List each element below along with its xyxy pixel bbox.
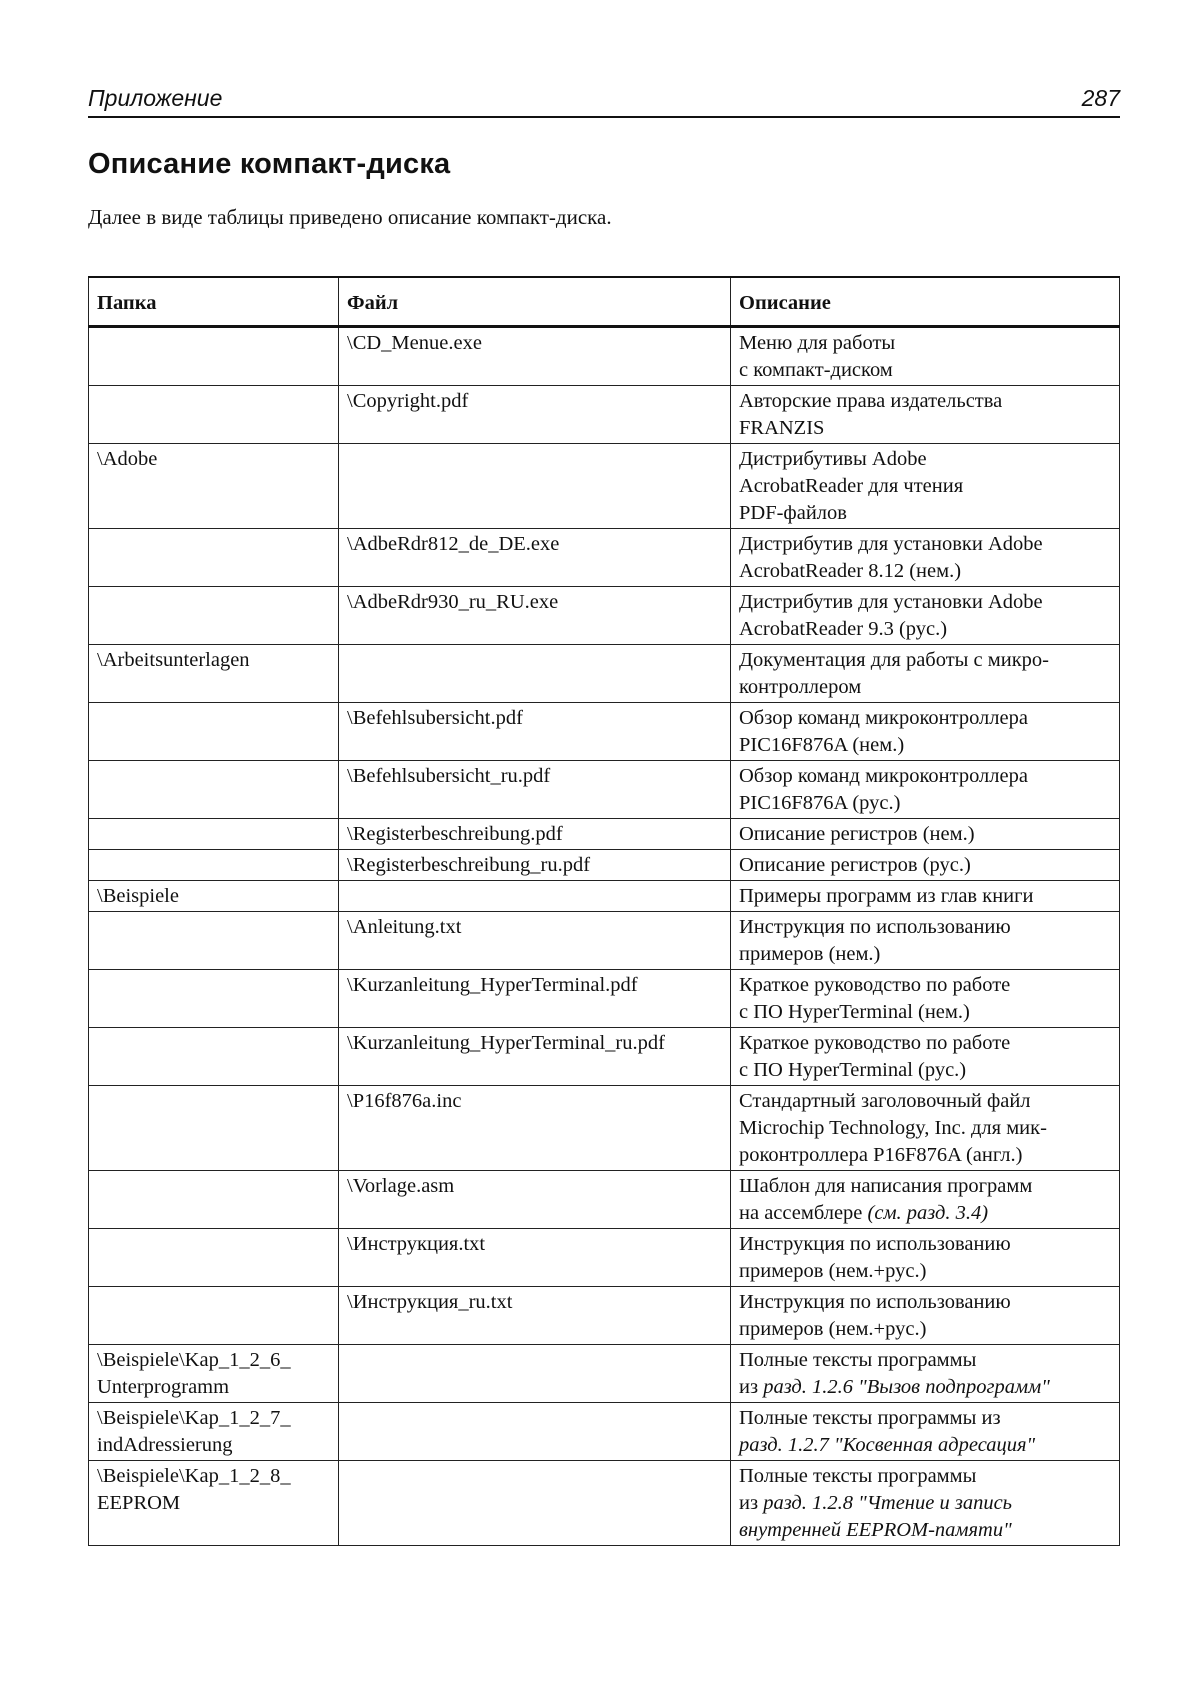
cell-file: \Registerbeschreibung_ru.pdf bbox=[339, 850, 731, 881]
description-text: Полные тексты программы из bbox=[739, 1407, 1001, 1429]
description-text: Инструкция по использованию bbox=[739, 916, 1011, 938]
cell-file: \Anleitung.txt bbox=[339, 912, 731, 970]
cell-folder bbox=[89, 819, 339, 850]
description-line bbox=[739, 1374, 1109, 1401]
description-line bbox=[739, 732, 1109, 759]
cell-description bbox=[731, 881, 1120, 912]
cell-description bbox=[731, 1403, 1120, 1461]
description-line bbox=[739, 674, 1109, 701]
cell-description bbox=[731, 703, 1120, 761]
table-row bbox=[89, 850, 1120, 881]
page-number: 287 bbox=[1081, 85, 1120, 111]
description-line bbox=[739, 558, 1109, 585]
table-row bbox=[89, 1171, 1120, 1229]
description-text: Полные тексты программы bbox=[739, 1465, 977, 1487]
description-line bbox=[739, 330, 1109, 357]
description-line bbox=[739, 531, 1109, 558]
description-text: Обзор команд микроконтроллера bbox=[739, 707, 1028, 729]
description-reference: разд. 1.2.8 "Чтение и запись bbox=[763, 1492, 1013, 1514]
cell-description bbox=[731, 1287, 1120, 1345]
description-text: из bbox=[739, 1376, 759, 1398]
description-line bbox=[739, 1347, 1109, 1374]
cell-file: \Befehlsubersicht_ru.pdf bbox=[339, 761, 731, 819]
description-text: Шаблон для написания программ bbox=[739, 1175, 1033, 1197]
cell-folder bbox=[89, 970, 339, 1028]
description-line bbox=[739, 852, 1109, 879]
description-line bbox=[739, 1057, 1109, 1084]
description-text: из bbox=[739, 1492, 759, 1514]
cell-description bbox=[731, 444, 1120, 529]
description-line bbox=[739, 1200, 1109, 1227]
cell-folder: \Arbeitsunterlagen bbox=[89, 645, 339, 703]
description-text: Инструкция по использованию bbox=[739, 1291, 1011, 1313]
description-text: AcrobatReader 8.12 (нем.) bbox=[739, 560, 962, 582]
cell-description bbox=[731, 1345, 1120, 1403]
description-text: Обзор команд микроконтроллера bbox=[739, 765, 1028, 787]
table-row bbox=[89, 587, 1120, 645]
description-line bbox=[739, 1142, 1109, 1169]
intro-paragraph: Далее в виде таблицы приведено описание компакт-диска. bbox=[88, 205, 612, 229]
description-line bbox=[739, 790, 1109, 817]
cd-contents-table bbox=[88, 276, 1120, 1546]
cell-file bbox=[339, 1345, 731, 1403]
cell-folder: \Beispiele\Kap_1_2_7_ indAdressierung bbox=[89, 1403, 339, 1461]
description-line bbox=[739, 1030, 1109, 1057]
description-text: примеров (нем.) bbox=[739, 943, 881, 965]
description-text: с ПО HyperTerminal (нем.) bbox=[739, 1001, 970, 1023]
cell-file bbox=[339, 444, 731, 529]
description-line bbox=[739, 357, 1109, 384]
description-text: контроллером bbox=[739, 676, 862, 698]
description-text: PIC16F876A (нем.) bbox=[739, 734, 905, 756]
description-line bbox=[739, 1173, 1109, 1200]
description-text: Описание регистров (нем.) bbox=[739, 823, 975, 845]
cell-description bbox=[731, 1086, 1120, 1171]
cell-folder bbox=[89, 529, 339, 587]
description-line bbox=[739, 415, 1109, 442]
table-row bbox=[89, 529, 1120, 587]
description-line bbox=[739, 972, 1109, 999]
description-text: примеров (нем.+рус.) bbox=[739, 1318, 927, 1340]
description-text: AcrobatReader 9.3 (рус.) bbox=[739, 618, 948, 640]
table-row bbox=[89, 1028, 1120, 1086]
description-line bbox=[739, 914, 1109, 941]
cell-description bbox=[731, 1028, 1120, 1086]
cell-description bbox=[731, 529, 1120, 587]
description-line bbox=[739, 647, 1109, 674]
section-title: Описание компакт-диска bbox=[88, 148, 451, 180]
cell-folder bbox=[89, 912, 339, 970]
cell-folder: \Adobe bbox=[89, 444, 339, 529]
description-text: с компакт-диском bbox=[739, 359, 893, 381]
running-header bbox=[88, 80, 1120, 118]
column-header-description: Описание bbox=[731, 277, 1120, 327]
description-text: Краткое руководство по работе bbox=[739, 974, 1011, 996]
cell-folder bbox=[89, 327, 339, 386]
cell-file: \Kurzanleitung_HyperTerminal.pdf bbox=[339, 970, 731, 1028]
cell-file bbox=[339, 881, 731, 912]
cell-folder bbox=[89, 1171, 339, 1229]
table-row bbox=[89, 1403, 1120, 1461]
table-row bbox=[89, 819, 1120, 850]
cell-description bbox=[731, 645, 1120, 703]
description-text: PDF-файлов bbox=[739, 502, 847, 524]
description-line bbox=[739, 388, 1109, 415]
cell-description bbox=[731, 1171, 1120, 1229]
cell-description bbox=[731, 970, 1120, 1028]
description-reference-line: разд. 1.2.7 "Косвенная адресация" bbox=[739, 1434, 1036, 1456]
cell-file: \AdbeRdr930_ru_RU.exe bbox=[339, 587, 731, 645]
cell-folder: \Beispiele\Kap_1_2_6_ Unterprogramm bbox=[89, 1345, 339, 1403]
description-line bbox=[739, 1316, 1109, 1343]
description-line bbox=[739, 1231, 1109, 1258]
table-row bbox=[89, 1086, 1120, 1171]
description-reference: разд. 1.2.6 "Вызов подпрограмм" bbox=[763, 1376, 1050, 1398]
description-text: Примеры программ из глав книги bbox=[739, 885, 1034, 907]
description-text: FRANZIS bbox=[739, 417, 825, 439]
cell-description bbox=[731, 850, 1120, 881]
description-text: AcrobatReader для чтения bbox=[739, 475, 964, 497]
cell-description bbox=[731, 386, 1120, 444]
cell-description bbox=[731, 761, 1120, 819]
description-text: Краткое руководство по работе bbox=[739, 1032, 1011, 1054]
cell-folder bbox=[89, 761, 339, 819]
table-row bbox=[89, 970, 1120, 1028]
table-row bbox=[89, 1287, 1120, 1345]
table-row bbox=[89, 881, 1120, 912]
cell-description bbox=[731, 912, 1120, 970]
description-text: Дистрибутив для установки Adobe bbox=[739, 533, 1043, 555]
description-text: Инструкция по использованию bbox=[739, 1233, 1011, 1255]
cell-file: \Copyright.pdf bbox=[339, 386, 731, 444]
description-line bbox=[739, 1463, 1109, 1490]
description-line bbox=[739, 1405, 1109, 1432]
cell-folder: \Beispiele bbox=[89, 881, 339, 912]
cell-file: \Инструкция_ru.txt bbox=[339, 1287, 731, 1345]
description-line bbox=[739, 763, 1109, 790]
description-line bbox=[739, 1088, 1109, 1115]
description-line bbox=[739, 883, 1109, 910]
cell-description bbox=[731, 1229, 1120, 1287]
cell-description bbox=[731, 1461, 1120, 1546]
description-reference-line: внутренней EEPROM-памяти" bbox=[739, 1519, 1012, 1541]
cell-description bbox=[731, 819, 1120, 850]
description-line bbox=[739, 941, 1109, 968]
cell-file: \Befehlsubersicht.pdf bbox=[339, 703, 731, 761]
running-title: Приложение bbox=[88, 85, 223, 111]
description-text: Стандартный заголовочный файл bbox=[739, 1090, 1031, 1112]
cell-folder bbox=[89, 1086, 339, 1171]
cell-folder bbox=[89, 386, 339, 444]
cell-file: \Registerbeschreibung.pdf bbox=[339, 819, 731, 850]
cell-file bbox=[339, 1461, 731, 1546]
description-line bbox=[739, 1115, 1109, 1142]
description-text: Авторские права издательства bbox=[739, 390, 1003, 412]
description-line bbox=[739, 500, 1109, 527]
description-text: Дистрибутивы Adobe bbox=[739, 448, 927, 470]
table-row bbox=[89, 1345, 1120, 1403]
description-text: Документация для работы с микро- bbox=[739, 649, 1050, 671]
table-row bbox=[89, 761, 1120, 819]
cell-description bbox=[731, 327, 1120, 386]
table-row bbox=[89, 703, 1120, 761]
cell-folder: \Beispiele\Kap_1_2_8_ EEPROM bbox=[89, 1461, 339, 1546]
description-line bbox=[739, 589, 1109, 616]
description-text: Microchip Technology, Inc. для мик- bbox=[739, 1117, 1047, 1139]
description-text: Меню для работы bbox=[739, 332, 896, 354]
cell-folder bbox=[89, 1287, 339, 1345]
description-line bbox=[739, 1490, 1109, 1517]
description-line bbox=[739, 1289, 1109, 1316]
description-text: роконтроллера P16F876A (англ.) bbox=[739, 1144, 1023, 1166]
description-text: PIC16F876A (рус.) bbox=[739, 792, 901, 814]
cell-folder bbox=[89, 1229, 339, 1287]
description-line bbox=[739, 999, 1109, 1026]
cell-folder bbox=[89, 587, 339, 645]
description-line bbox=[739, 1258, 1109, 1285]
table-body bbox=[89, 327, 1120, 1546]
cell-file: \Инструкция.txt bbox=[339, 1229, 731, 1287]
table-row bbox=[89, 327, 1120, 386]
description-line bbox=[739, 473, 1109, 500]
cell-description bbox=[731, 587, 1120, 645]
description-text: с ПО HyperTerminal (рус.) bbox=[739, 1059, 967, 1081]
description-text: Полные тексты программы bbox=[739, 1349, 977, 1371]
table-header-row bbox=[89, 277, 1120, 327]
column-header-folder: Папка bbox=[89, 277, 339, 327]
cell-file bbox=[339, 645, 731, 703]
cell-file: \Kurzanleitung_HyperTerminal_ru.pdf bbox=[339, 1028, 731, 1086]
column-header-file: Файл bbox=[339, 277, 731, 327]
table-row bbox=[89, 645, 1120, 703]
description-text: Описание регистров (рус.) bbox=[739, 854, 971, 876]
description-line bbox=[739, 705, 1109, 732]
description-line bbox=[739, 446, 1109, 473]
table-row bbox=[89, 912, 1120, 970]
table-row bbox=[89, 1461, 1120, 1546]
cell-folder bbox=[89, 1028, 339, 1086]
cell-file: \Vorlage.asm bbox=[339, 1171, 731, 1229]
cell-folder bbox=[89, 703, 339, 761]
description-line bbox=[739, 616, 1109, 643]
table-row bbox=[89, 386, 1120, 444]
cell-file: \AdbeRdr812_de_DE.exe bbox=[339, 529, 731, 587]
description-reference: (см. разд. 3.4) bbox=[867, 1202, 989, 1224]
description-line bbox=[739, 821, 1109, 848]
cell-folder bbox=[89, 850, 339, 881]
cell-file: \CD_Menue.exe bbox=[339, 327, 731, 386]
table-row bbox=[89, 1229, 1120, 1287]
page bbox=[88, 80, 1120, 1541]
cell-file: \P16f876a.inc bbox=[339, 1086, 731, 1171]
description-text: на ассемблере bbox=[739, 1202, 863, 1224]
description-text: примеров (нем.+рус.) bbox=[739, 1260, 927, 1282]
table-row bbox=[89, 444, 1120, 529]
cell-file bbox=[339, 1403, 731, 1461]
description-text: Дистрибутив для установки Adobe bbox=[739, 591, 1043, 613]
